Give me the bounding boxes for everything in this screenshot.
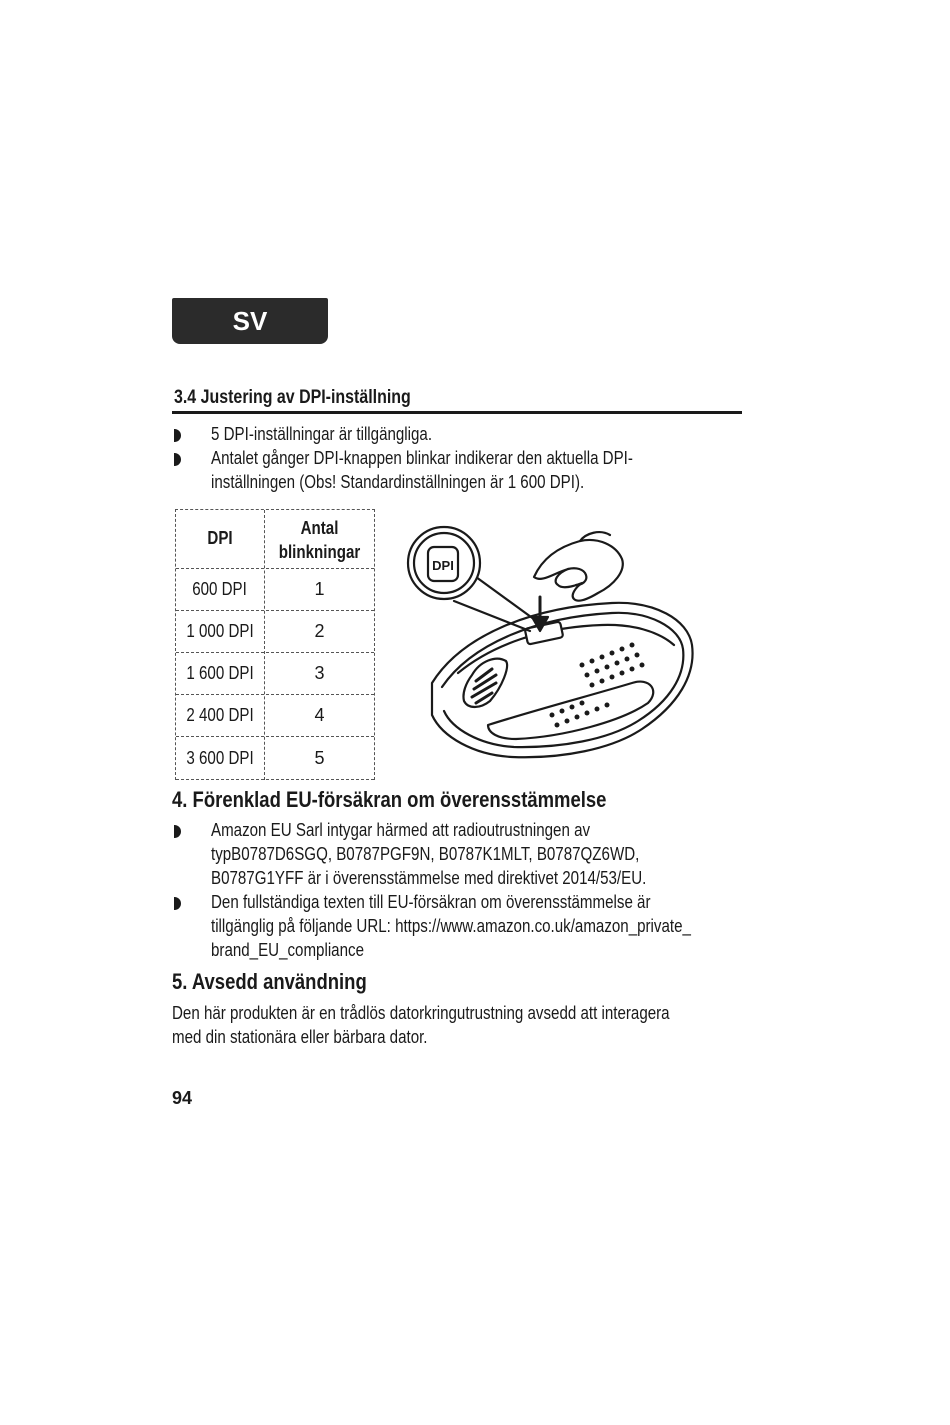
table-row	[176, 610, 374, 653]
body-text-continued: med din stationära eller bärbara dator.	[172, 1027, 428, 1047]
bullet-icon	[174, 429, 181, 442]
blinks-cell: 5	[314, 748, 325, 768]
section-5-heading: 5. Avsedd användning	[172, 969, 367, 994]
blinks-cell: 2	[314, 621, 325, 641]
table-header-row	[176, 510, 374, 569]
language-tab	[172, 298, 328, 344]
body-text: Den här produkten är en trådlös datorkringutrustning avsedd att interagera	[172, 1003, 670, 1023]
dpi-cell: 3 600 DPI	[186, 748, 254, 768]
bullet-text: Den fullständiga texten till EU-försäkran om överensstämmelse är	[211, 892, 651, 912]
header-blinks: Antal blinkningar	[278, 518, 361, 562]
page-number: 94	[172, 1088, 193, 1108]
bullet-text-continued: brand_EU_compliance	[211, 940, 364, 960]
dpi-button-label: DPI	[432, 558, 454, 573]
dpi-cell: 600 DPI	[192, 579, 248, 599]
mouse-illustration	[392, 515, 712, 765]
dpi-cell: 1 000 DPI	[186, 621, 254, 641]
bullet-text: Amazon EU Sarl intygar härmed att radioutrustningen av	[211, 820, 591, 840]
bullet-icon	[174, 825, 181, 838]
bullet-text-continued: typB0787D6SGQ, B0787PGF9N, B0787K1MLT, B0787QZ6WD,	[211, 844, 640, 864]
dpi-cell: 2 400 DPI	[186, 705, 254, 725]
blinks-cell: 1	[314, 579, 325, 599]
dpi-table	[175, 509, 375, 780]
section-4-heading: 4. Förenklad EU-försäkran om överensstämmelse	[172, 787, 607, 812]
section-3-4-heading: 3.4 Justering av DPI-inställning	[174, 387, 411, 408]
blinks-cell: 3	[314, 663, 325, 683]
mouse-grip-texture	[550, 643, 645, 728]
table-row	[176, 736, 374, 780]
bullet-text-continued: tillgänglig på följande URL: https://www.amazon.co.uk/amazon_private_	[211, 916, 691, 936]
heading-rule	[172, 411, 742, 414]
header-dpi: DPI	[207, 528, 233, 548]
language-tab-label: SV	[232, 306, 268, 336]
bullet-text-continued: B0787G1YFF är i överensstämmelse med direktivet 2014/53/EU.	[211, 868, 647, 888]
table-row	[176, 568, 374, 611]
bullet-text: 5 DPI-inställningar är tillgängliga.	[211, 424, 433, 444]
bullet-icon	[174, 453, 181, 466]
dpi-cell: 1 600 DPI	[186, 663, 254, 683]
bullet-text: Antalet gånger DPI-knappen blinkar indikerar den aktuella DPI-	[211, 448, 633, 468]
table-row	[176, 694, 374, 737]
table-row	[176, 652, 374, 695]
bullet-text-continued: inställningen (Obs! Standardinställningen är 1 600 DPI).	[211, 472, 585, 492]
blinks-cell: 4	[314, 705, 325, 725]
bullet-icon	[174, 897, 181, 910]
